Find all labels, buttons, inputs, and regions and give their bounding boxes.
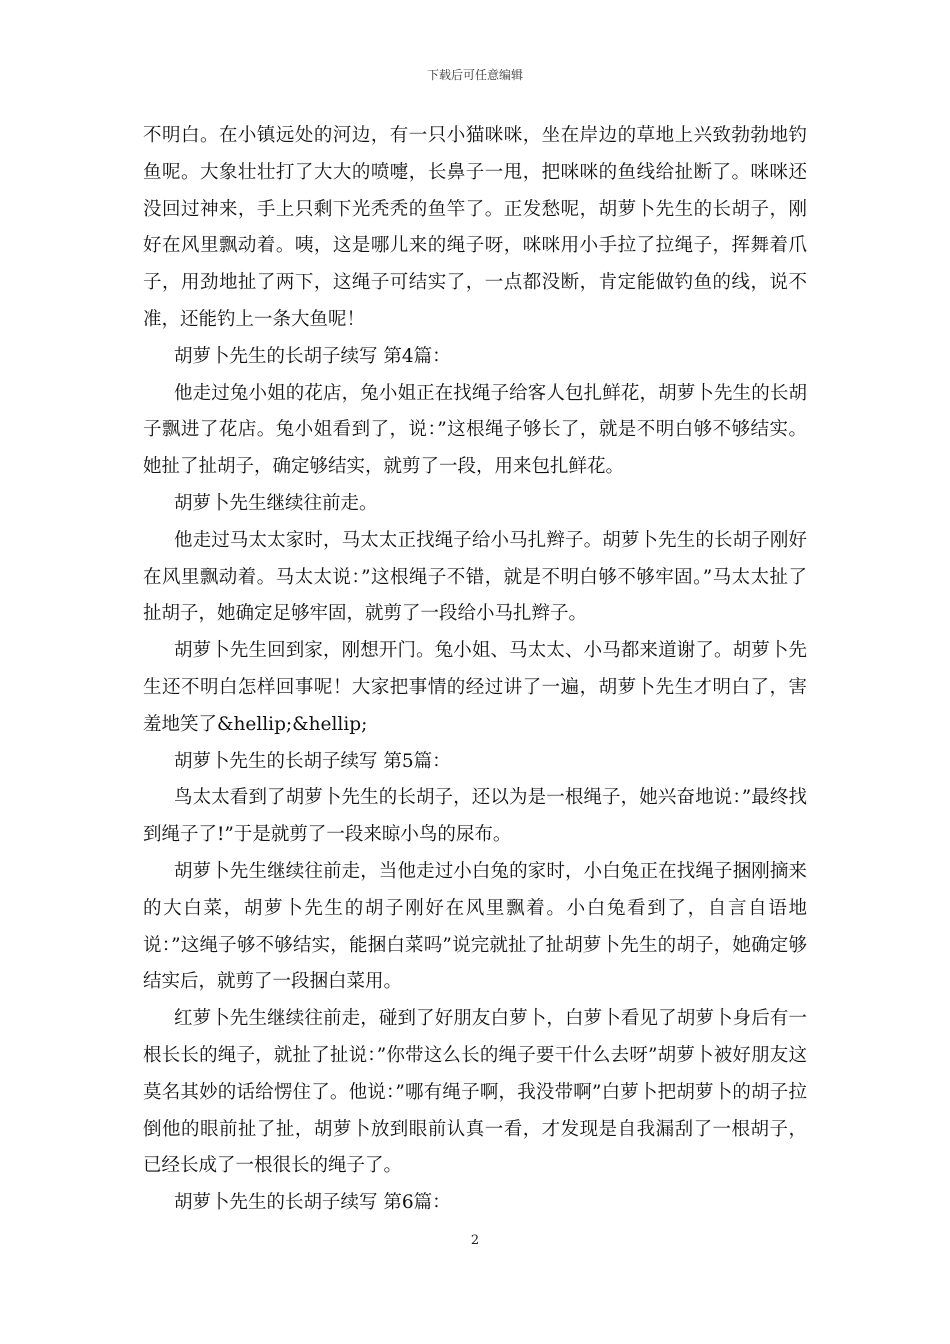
paragraph: 胡萝卜先生继续往前走，当他走过小白兔的家时，小白兔正在找绳子捆刚摘来的大白菜，胡萝卜先生的胡子刚好在风里飘着。小白兔看到了，自言自语地说：”这绳子够不够结实，能捆白菜吗”说完就扯了扯胡萝卜先生的胡子，她确定够结实后，就剪了一段捆白菜用。 — [143, 860, 807, 993]
paragraph: 胡萝卜先生继续往前走。 — [174, 492, 378, 514]
paragraph: 红萝卜先生继续往前走，碰到了好朋友白萝卜，白萝卜看见了胡萝卜身后有一根长长的绳子，就扯了扯说：”你带这么长的绳子要干什么去呀”胡萝卜被好朋友这莫名其妙的话给愣住了。他说：”哪有绳子啊，我没带啊”白萝卜把胡萝卜的胡子拉倒他的眼前扯了扯，胡萝卜放到眼前认真一看，才发现是自我漏刮了一根胡子，已经长成了一根很长的绳子了。 — [143, 1008, 807, 1177]
paragraph: 他走过兔小姐的花店，兔小姐正在找绳子给客人包扎鲜花，胡萝卜先生的长胡子飘进了花店。兔小姐看到了，说：”这根绳子够长了，就是不明白够不够结实。她扯了扯胡子，确定够结实，就剪了一段，用来包扎鲜花。 — [143, 382, 807, 478]
section-heading: 胡萝卜先生的长胡子续写 第6篇： — [174, 1192, 451, 1214]
paragraph: 鸟太太看到了胡萝卜先生的长胡子，还以为是一根绳子，她兴奋地说：”最终找到绳子了!”于是就剪了一段来晾小鸟的尿布。 — [143, 787, 807, 846]
document-body — [143, 118, 807, 1222]
paragraph: 不明白。在小镇远处的河边，有一只小猫咪咪，坐在岸边的草地上兴致勃勃地钓鱼呢。大象壮壮打了大大的喷嚏，长鼻子一甩，把咪咪的鱼线给扯断了。咪咪还没回过神来，手上只剩下光秃秃的鱼竿了。正发愁呢，胡萝卜先生的长胡子，刚好在风里飘动着。咦，这是哪儿来的绳子呀，咪咪用小手拉了拉绳子，挥舞着爪子，用劲地扯了两下，这绳子可结实了，一点都没断，肯定能做钓鱼的线，说不准，还能钓上一条大鱼呢！ — [143, 125, 807, 330]
paragraph: 胡萝卜先生回到家，刚想开门。兔小姐、马太太、小马都来道谢了。胡萝卜先生还不明白怎样回事呢！大家把事情的经过讲了一遍，胡萝卜先生才明白了，害羞地笑了&hellip;&hellip; — [143, 640, 807, 735]
section-heading: 胡萝卜先生的长胡子续写 第5篇： — [174, 750, 451, 772]
page-header: 下载后可任意编辑 — [426, 68, 523, 82]
section-heading: 胡萝卜先生的长胡子续写 第4篇： — [174, 345, 451, 367]
page-number: 2 — [470, 1233, 480, 1248]
paragraph: 他走过马太太家时，马太太正找绳子给小马扎辫子。胡萝卜先生的长胡子刚好在风里飘动着。马太太说：”这根绳子不错，就是不明白够不够牢固。”马太太扯了扯胡子，她确定足够牢固，就剪了一段给小马扎辫子。 — [143, 529, 807, 625]
